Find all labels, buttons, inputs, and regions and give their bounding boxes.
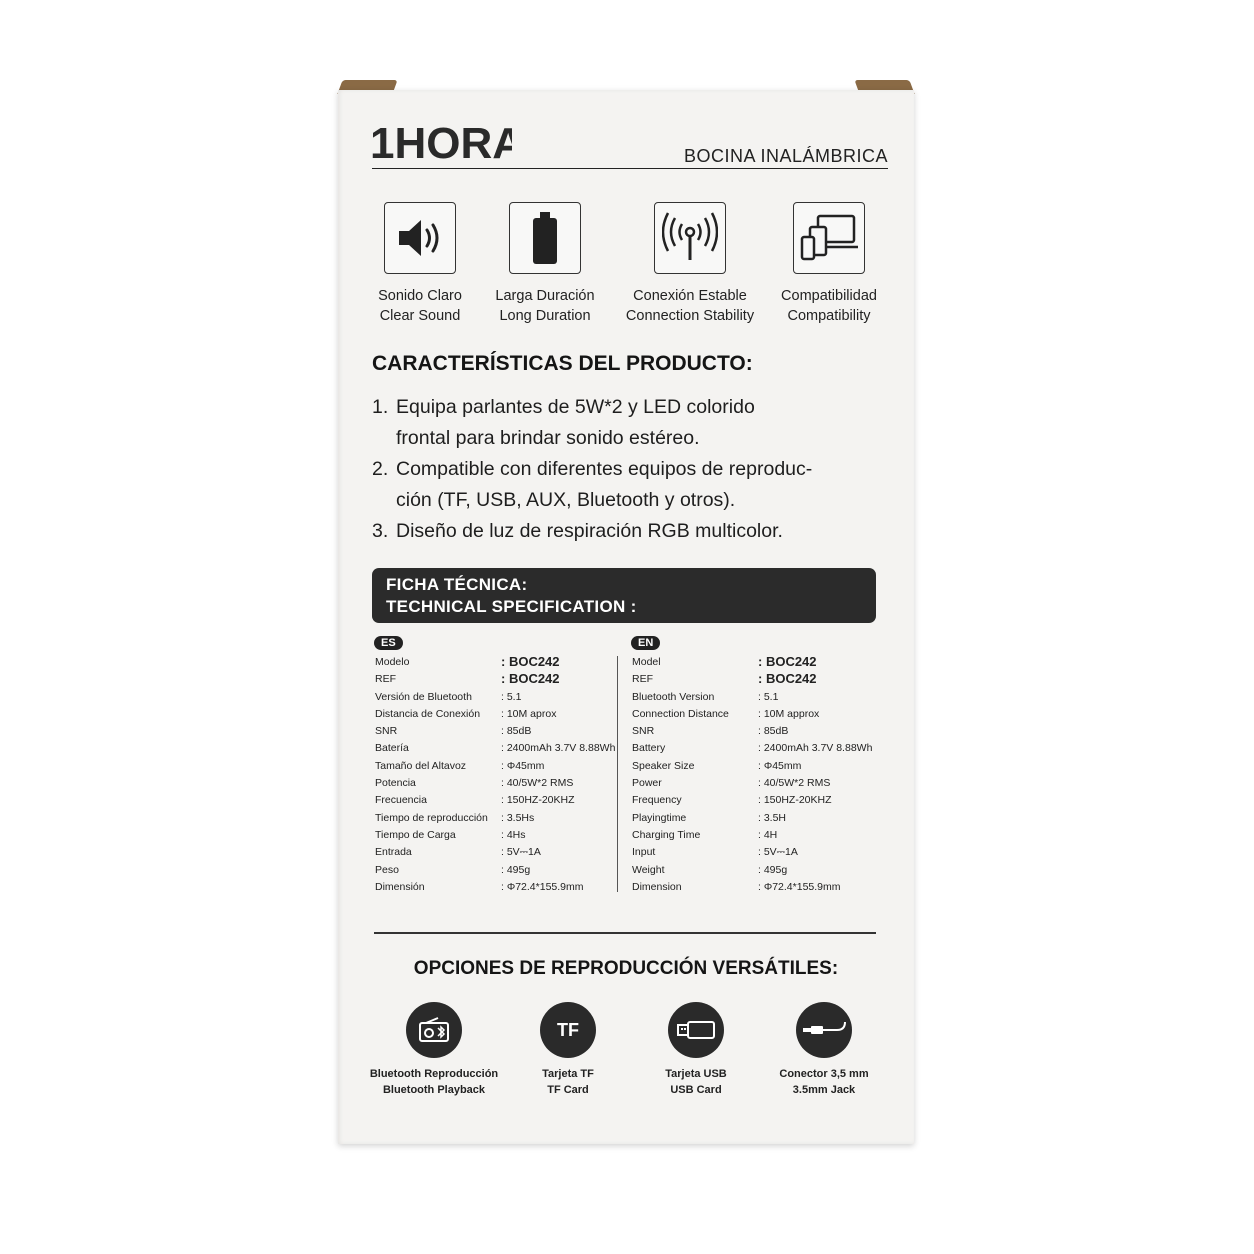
list-text: ción (TF, USB, AUX, Bluetooth y otros). [396, 489, 736, 511]
spec-key: Battery [632, 742, 666, 755]
table-row [632, 864, 882, 881]
table-row [632, 656, 882, 673]
table-row [375, 760, 625, 777]
table-row [632, 777, 882, 794]
spec-value: : 495g [501, 863, 531, 876]
feature-label-es: Larga Duración [495, 288, 595, 304]
table-row [375, 656, 625, 673]
header-divider [372, 168, 888, 169]
option-label-es: Tarjeta TF [542, 1068, 594, 1080]
table-row [632, 812, 882, 829]
spec-value: : BOC242 [758, 654, 817, 669]
spec-title-en: TECHNICAL SPECIFICATION : [386, 597, 637, 616]
list-item [372, 516, 872, 547]
table-row [632, 846, 882, 863]
spec-header-bar [372, 568, 876, 623]
spec-key: Power [632, 777, 662, 790]
spec-value: : 5.1 [758, 690, 779, 703]
table-row [375, 794, 625, 811]
feature-label-es: Conexión Estable [633, 288, 747, 304]
table-row [375, 777, 625, 794]
spec-key: Model [632, 656, 661, 668]
table-row [632, 708, 882, 725]
option-label-es: Tarjeta USB [665, 1068, 727, 1080]
spec-value: : 3.5Hs [501, 811, 535, 824]
spec-key: Potencia [375, 777, 416, 790]
table-row [632, 829, 882, 846]
list-number: 3. [372, 520, 389, 542]
table-row [375, 725, 625, 742]
speaker-icon [384, 202, 456, 274]
feature-label-es: Sonido Claro [378, 288, 462, 304]
audio-jack-icon [796, 1002, 852, 1058]
spec-key: Frecuencia [375, 794, 427, 807]
feature-label-en: Clear Sound [379, 308, 461, 324]
spec-value: : 40/5W*2 RMS [758, 777, 831, 790]
option-tf-card [498, 1002, 638, 1098]
battery-icon [509, 202, 581, 274]
spec-table-en [632, 656, 882, 898]
feature-long-duration [475, 202, 615, 326]
tf-card-icon: TF [540, 1002, 596, 1058]
spec-value: : 150HZ-20KHZ [758, 794, 832, 807]
product-type: BOCINA INALÁMBRICA [683, 146, 888, 166]
spec-value: : 4H [758, 828, 778, 841]
spec-value: : 85dB [501, 725, 532, 738]
spec-key: SNR [632, 725, 655, 738]
table-row [375, 829, 625, 846]
list-text: frontal para brindar sonido estéreo. [396, 427, 700, 449]
characteristics-title: CARACTERÍSTICAS DEL PRODUCTO: [372, 352, 753, 375]
option-label-en: USB Card [670, 1084, 722, 1096]
spec-value: : 85dB [758, 725, 789, 738]
spec-key: REF [632, 673, 653, 686]
table-row [375, 864, 625, 881]
list-number: 2. [372, 458, 389, 480]
table-row [632, 760, 882, 777]
characteristics-list [372, 392, 872, 547]
feature-clear-sound [350, 202, 490, 326]
spec-value: : 495g [758, 863, 788, 876]
table-row [632, 725, 882, 742]
spec-table-es [375, 656, 625, 898]
list-number: 1. [372, 396, 389, 418]
spec-key: Weight [632, 863, 665, 876]
spec-key: Peso [375, 863, 399, 876]
spec-value: : BOC242 [501, 671, 560, 687]
spec-value: : 10M approx [758, 707, 820, 720]
spec-key: Dimension [632, 880, 682, 893]
product-box-back [338, 90, 914, 1144]
options-title: OPCIONES DE REPRODUCCIÓN VERSÁTILES: [413, 958, 839, 979]
spec-value: : 10M aprox [501, 707, 557, 720]
devices-icon [793, 202, 865, 274]
feature-label-en: Compatibility [787, 308, 871, 324]
spec-key: Entrada [375, 846, 412, 859]
spec-value: : 5V⎓1A [758, 846, 798, 859]
feature-connection-stability [620, 202, 760, 326]
list-text: Compatible con diferentes equipos de reproduc- [396, 458, 813, 480]
spec-key: Tamaño del Altavoz [375, 759, 467, 772]
list-text: Diseño de luz de respiración RGB multicolor. [396, 520, 783, 542]
feature-label-es: Compatibilidad [781, 288, 877, 304]
option-label-en: TF Card [547, 1084, 589, 1096]
table-row [375, 846, 625, 863]
spec-value: : 2400mAh 3.7V 8.88Wh [758, 742, 873, 755]
table-row [375, 812, 625, 829]
list-item [372, 454, 872, 516]
spec-key: Versión de Bluetooth [375, 690, 472, 703]
feature-label-en: Connection Stability [625, 308, 755, 324]
spec-title-es: FICHA TÉCNICA: [386, 575, 528, 594]
spec-key: Tiempo de reproducción [375, 811, 488, 824]
table-row [632, 794, 882, 811]
spec-value: : Φ45mm [501, 759, 545, 772]
table-row [632, 881, 882, 898]
spec-key: Frequency [632, 794, 682, 807]
spec-key: Modelo [375, 656, 410, 668]
options-divider [374, 932, 876, 934]
option-usb-card [626, 1002, 766, 1098]
spec-value: : BOC242 [758, 671, 817, 687]
signal-antenna-icon [654, 202, 726, 274]
spec-value: : 2400mAh 3.7V 8.88Wh [501, 742, 616, 755]
spec-key: Playingtime [632, 811, 687, 824]
spec-value: : 150HZ-20KHZ [501, 794, 575, 807]
option-audio-jack [754, 1002, 894, 1098]
spec-key: Batería [375, 742, 409, 755]
option-label-en: 3.5mm Jack [792, 1084, 856, 1096]
spec-key: REF [375, 673, 396, 686]
table-row [375, 881, 625, 898]
spec-key: Input [632, 846, 656, 859]
spec-value: : 5V⎓1A [501, 846, 541, 859]
spec-value: : 3.5H [758, 811, 787, 824]
spec-key: Connection Distance [632, 707, 729, 720]
spec-key: Dimensión [375, 880, 425, 893]
spec-key: Speaker Size [632, 759, 695, 772]
spec-key: SNR [375, 725, 398, 738]
spec-value: : Φ72.4*155.9mm [758, 880, 841, 893]
list-item [372, 392, 872, 454]
table-row [375, 691, 625, 708]
list-text: Equipa parlantes de 5W*2 y LED colorido [396, 396, 755, 418]
logo-text: 1HORA [370, 124, 512, 162]
table-row [375, 673, 625, 690]
table-row [375, 708, 625, 725]
usb-icon [668, 1002, 724, 1058]
lang-badge-en: EN [631, 636, 660, 650]
table-row [375, 742, 625, 759]
spec-value: : Φ72.4*155.9mm [501, 880, 584, 893]
brand-logo [370, 124, 512, 167]
option-label-es: Conector 3,5 mm [779, 1068, 869, 1080]
spec-value: : 40/5W*2 RMS [501, 777, 574, 790]
table-row [632, 691, 882, 708]
option-label-es: Bluetooth Reproducción [369, 1068, 499, 1080]
feature-compatibility [759, 202, 899, 326]
table-row [632, 673, 882, 690]
spec-key: Charging Time [632, 828, 701, 841]
table-row [632, 742, 882, 759]
spec-key: Bluetooth Version [632, 690, 715, 703]
option-label-en: Bluetooth Playback [382, 1084, 486, 1096]
spec-key: Tiempo de Carga [375, 828, 456, 841]
radio-bluetooth-icon [406, 1002, 462, 1058]
spec-value: : BOC242 [501, 654, 560, 669]
feature-label-en: Long Duration [499, 308, 591, 324]
spec-column-divider [617, 656, 618, 892]
option-bluetooth-playback [364, 1002, 504, 1098]
lang-badge-es: ES [374, 636, 403, 650]
spec-value: : Φ45mm [758, 759, 802, 772]
spec-value: : 4Hs [501, 828, 526, 841]
spec-key: Distancia de Conexión [375, 707, 481, 720]
spec-value: : 5.1 [501, 690, 522, 703]
